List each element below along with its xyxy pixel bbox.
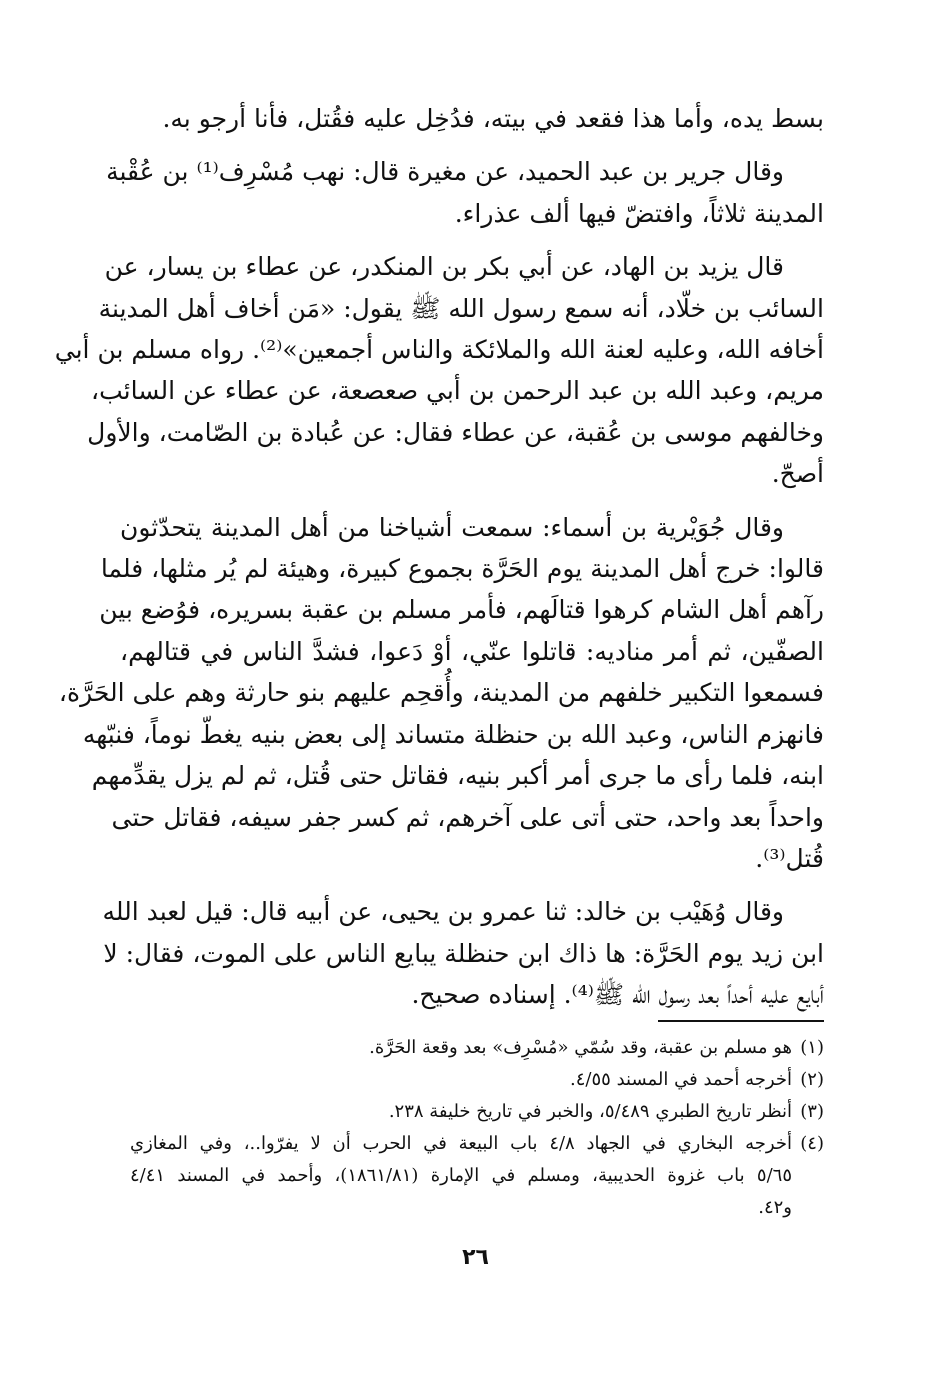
main-text <box>54 98 824 1016</box>
footnote-number: (٤) <box>800 1133 824 1154</box>
text-line: وقال وُهَيْب بن خالد: ثنا عمرو بن يحيى، عن أبيه قال: قيل لعبد الله <box>102 897 784 927</box>
footnote-line: أخرجه أحمد في المسند ٤/٥٥. <box>570 1069 792 1090</box>
footnote-2 <box>130 1064 824 1096</box>
paragraph-3 <box>54 246 824 494</box>
text-line: فسمعوا التكبير خلفهم من المدينة، وأُقحِم عليهم بنو حارثة وهم على الحَرَّة، <box>58 678 824 708</box>
footnote-4 <box>130 1128 824 1224</box>
text-line: قالوا: خرج أهل المدينة يوم الحَرَّة بجموع كبيرة، وهيئة لم يُر مثلها، فلما <box>100 554 824 584</box>
footnote-line: أخرجه البخاري في الجهاد ٤/٨ باب البيعة في الحرب أن لا يفرّوا..، وفي المغازي <box>130 1133 792 1154</box>
footnote-number: (١) <box>800 1037 824 1058</box>
text-line: وخالفهم موسى بن عُقبة، عن عطاء فقال: عن عُبادة بن الصّامت، والأول <box>87 417 824 447</box>
footnotes <box>130 1032 824 1224</box>
text-line: أخافه الله، وعليه لعنة الله والملائكة والناس أجمعين»⁽²⁾. رواه مسلم بن أبي <box>54 335 824 365</box>
text-line: وقال جرير بن عبد الحميد، عن مغيرة قال: نهب مُسْرِف⁽¹⁾ بن عُقْبة <box>106 157 784 187</box>
footnote-text <box>130 1064 792 1096</box>
text-line: الصفّين، ثم أمر مناديه: قاتلوا عنّي، أوْ دَعوا، فشدَّ الناس في قتالهم، <box>120 636 824 666</box>
text-line: أبايع عليه أحداً بعد رسول الله ﷺ⁽⁴⁾. إسناده صحيح. <box>411 980 824 1010</box>
footnote-text <box>130 1032 792 1064</box>
page-number: ٢٦ <box>462 1245 489 1270</box>
paragraph-5 <box>102 891 824 1015</box>
footnote-line: و٤٢. <box>758 1197 792 1218</box>
text-line: وقال جُوَيْرية بن أسماء: سمعت أشياخنا من أهل المدينة يتحدّثون <box>120 512 784 542</box>
footnote-3 <box>130 1096 824 1128</box>
footnote-line: ٥/٦٥ باب غزوة الحديبية، ومسلم في الإمارة (١٨٦١/٨١)، وأحمد في المسند ٤/٤١ <box>130 1165 792 1186</box>
footnote-line: هو مسلم بن عقبة، وقد سُمّي «مُسْرِف» بعد وقعة الحَرَّة. <box>369 1037 792 1058</box>
footnote-number: (٢) <box>800 1069 824 1090</box>
footnote-number: (٣) <box>800 1101 824 1122</box>
footnote-text <box>130 1128 792 1224</box>
text-line: قال يزيد بن الهاد، عن أبي بكر بن المنكدر، عن عطاء بن يسار، عن <box>104 252 784 282</box>
text-line: مريم، وعبد الله بن عبد الرحمن بن أبي صعصعة، عن عطاء عن السائب، <box>91 376 824 406</box>
text-line: فانهزم الناس، وعبد الله بن حنظلة متساند إلى بعض بنيه يغطّ نوماً، فنبّهه <box>82 719 824 749</box>
footnote-text <box>130 1096 792 1128</box>
text-line: رآهم أهل الشام كرهوا قتالَهم، فأمر مسلم بن عقبة بسريره، فوُضع بين <box>99 595 824 625</box>
text-line: ابنه، فلما رأى ما جرى أمر أكبر بنيه، فقاتل حتى قُتل، ثم لم يزل يقدِّمهم <box>91 761 824 791</box>
text-line: بسط يده، وأما هذا فقعد في بيته، فدُخِل عليه فقُتل، فأنا أرجو به. <box>162 104 824 133</box>
text-line: ابن زيد يوم الحَرَّة: ها ذاك ابن حنظلة يبايع الناس على الموت، فقال: لا <box>103 938 824 968</box>
paragraph-2 <box>106 151 824 234</box>
text-line: المدينة ثلاثاً، وافتضّ فيها ألف عذراء. <box>454 198 824 228</box>
paragraph-1 <box>120 98 824 139</box>
footnote-separator <box>658 1020 824 1022</box>
paragraph-4 <box>58 507 824 880</box>
text-line: قُتل⁽³⁾. <box>755 843 824 873</box>
text-line: واحداً بعد واحد، حتى أتى على آخرهم، ثم كسر جفر سيفه، فقاتل حتى <box>111 802 824 832</box>
footnote-line: أنظر تاريخ الطبري ٥/٤٨٩، والخبر في تاريخ خليفة ٢٣٨. <box>388 1101 792 1122</box>
text-line: أصحّ. <box>771 459 824 489</box>
text-line: السائب بن خلّاد، أنه سمع رسول الله ﷺ يقول: «مَن أخاف أهل المدينة <box>98 293 824 323</box>
footnote-1 <box>130 1032 824 1064</box>
